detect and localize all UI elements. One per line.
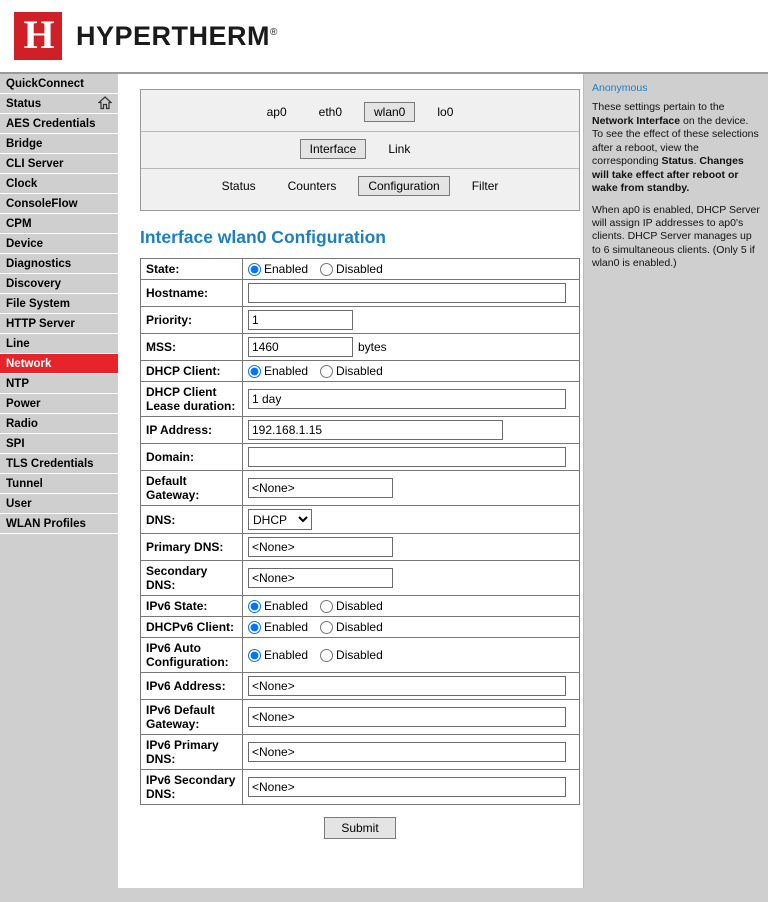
form-row (141, 444, 580, 471)
sidebar-item-label: Network (6, 358, 52, 370)
sidebar-item-label: NTP (6, 378, 29, 390)
form-row (141, 334, 580, 361)
label-ipv6-state: IPv6 State: (141, 596, 243, 617)
form-row (141, 506, 580, 534)
field-dhcp-client (243, 361, 580, 382)
dhcp-client-enabled-label: Enabled (264, 364, 309, 378)
state-disabled-radio[interactable] (320, 263, 333, 276)
sidebar-item-label: Line (6, 338, 30, 350)
help-text-e: . (693, 155, 700, 168)
tab-label: Status (221, 179, 256, 193)
sidebar-item-label: Device (6, 238, 44, 250)
tab-iface-ap0[interactable] (257, 102, 297, 122)
sidebar-item-user[interactable] (0, 494, 118, 514)
label-ipv6-auto-configuration: IPv6 Auto Configuration: (141, 638, 243, 673)
form-row (141, 361, 580, 382)
sidebar-item-label: Discovery (6, 278, 61, 290)
sidebar-item-label: CLI Server (6, 158, 64, 170)
field-ipv6-default-gateway (243, 700, 580, 735)
brand-title (76, 21, 278, 52)
sidebar-item-consoleflow[interactable] (0, 194, 118, 214)
dhcpv6-client-disabled-label: Disabled (336, 620, 383, 634)
field-mss (243, 334, 580, 361)
form-row (141, 307, 580, 334)
form-row (141, 735, 580, 770)
sidebar-item-label: HTTP Server (6, 318, 75, 330)
select-dns[interactable] (248, 509, 312, 530)
sidebar-item-radio[interactable] (0, 414, 118, 434)
radio-group-dhcp-client (248, 364, 574, 378)
ipv6-auto-configuration-enabled[interactable] (248, 648, 308, 662)
tab-section-interface[interactable] (300, 139, 367, 159)
input-secondary-dns[interactable] (248, 568, 393, 588)
interface-tab-row (141, 98, 579, 132)
sidebar-item-ntp[interactable] (0, 374, 118, 394)
sidebar-item-label: Bridge (6, 138, 43, 150)
ipv6-auto-configuration-enabled-radio[interactable] (248, 649, 261, 662)
state-disabled-label: Disabled (336, 262, 383, 276)
label-default-gateway: Default Gateway: (141, 471, 243, 506)
field-ipv6-secondary-dns (243, 770, 580, 805)
form-row (141, 534, 580, 561)
field-ip-address (243, 417, 580, 444)
sidebar-item-device[interactable] (0, 234, 118, 254)
footer-strip (0, 888, 768, 902)
body-wrapper (0, 74, 768, 888)
label-ipv6-secondary-dns: IPv6 Secondary DNS: (141, 770, 243, 805)
tab-label: wlan0 (374, 105, 406, 119)
label-hostname: Hostname: (141, 280, 243, 307)
brand-name: HYPERTHERM (76, 20, 271, 51)
label-ipv6-address: IPv6 Address: (141, 673, 243, 700)
sidebar-item-tunnel[interactable] (0, 474, 118, 494)
sidebar-item-label: Radio (6, 418, 38, 430)
sidebar-item-bridge[interactable] (0, 134, 118, 154)
help-text-network-interface: Network Interface (592, 114, 681, 127)
field-dhcp-client-lease-duration (243, 382, 580, 417)
sidebar-item-label: File System (6, 298, 70, 310)
sidebar-item-quickconnect[interactable] (0, 74, 118, 94)
dhcp-client-disabled[interactable] (320, 364, 383, 378)
input-mss[interactable] (248, 337, 353, 357)
dhcpv6-client-enabled-label: Enabled (264, 620, 309, 634)
sidebar-item-label: CPM (6, 218, 32, 230)
label-dns: DNS: (141, 506, 243, 534)
ipv6-auto-configuration-disabled-radio[interactable] (320, 649, 333, 662)
ipv6-auto-configuration-disabled-label: Disabled (336, 648, 383, 662)
input-default-gateway[interactable] (248, 478, 393, 498)
tab-label: Counters (287, 179, 337, 193)
tab-label: Interface (309, 142, 357, 156)
input-domain[interactable] (248, 447, 566, 467)
label-ip-address: IP Address: (141, 417, 243, 444)
dhcpv6-client-enabled-radio[interactable] (248, 621, 261, 634)
sidebar-item-label: AES Credentials (6, 118, 96, 130)
input-ipv6-default-gateway[interactable] (248, 707, 566, 727)
ipv6-state-disabled-label: Disabled (336, 599, 383, 613)
tab-view-configuration[interactable] (358, 176, 449, 196)
radio-group-dhcpv6-client (248, 620, 574, 634)
field-primary-dns (243, 534, 580, 561)
ipv6-auto-configuration-disabled[interactable] (320, 648, 383, 662)
help-paragraph-1 (592, 101, 760, 195)
form-row (141, 417, 580, 444)
field-hostname (243, 280, 580, 307)
input-hostname[interactable] (248, 283, 566, 303)
view-tab-row (141, 172, 579, 200)
tab-panel (140, 89, 580, 211)
help-text-a: These settings pertain to the (592, 101, 725, 114)
form-row (141, 673, 580, 700)
sidebar-item-label: Power (6, 398, 41, 410)
sidebar-item-power[interactable] (0, 394, 118, 414)
sidebar-item-aes-credentials[interactable] (0, 114, 118, 134)
hypertherm-logo-icon: H (14, 12, 62, 60)
sidebar-item-status[interactable] (0, 94, 118, 114)
field-secondary-dns (243, 561, 580, 596)
sidebar-item-label: User (6, 498, 32, 510)
form-row (141, 638, 580, 673)
sidebar-item-label: Diagnostics (6, 258, 72, 270)
label-ipv6-default-gateway: IPv6 Default Gateway: (141, 700, 243, 735)
label-mss: MSS: (141, 334, 243, 361)
field-domain (243, 444, 580, 471)
help-text-status: Status (661, 155, 694, 168)
tab-iface-wlan0[interactable] (364, 102, 415, 122)
radio-group-ipv6-auto-configuration (248, 648, 574, 662)
form-row (141, 382, 580, 417)
field-priority (243, 307, 580, 334)
ipv6-auto-configuration-enabled-label: Enabled (264, 648, 309, 662)
sidebar-item-diagnostics[interactable] (0, 254, 118, 274)
dhcpv6-client-disabled[interactable] (320, 620, 383, 634)
submit-row (140, 805, 580, 853)
form-row (141, 471, 580, 506)
help-text-c: on the device. To see the effect of these selections after a reboot, view the corresponding (592, 114, 759, 168)
tab-view-status[interactable] (212, 176, 266, 196)
tab-iface-eth0[interactable] (309, 102, 352, 122)
sidebar-item-line[interactable] (0, 334, 118, 354)
label-dhcp-client-lease-duration: DHCP Client Lease duration: (141, 382, 243, 417)
sidebar-item-label: Tunnel (6, 478, 43, 490)
sidebar-item-label: TLS Credentials (6, 458, 94, 470)
dhcp-client-disabled-radio[interactable] (320, 365, 333, 378)
dhcpv6-client-disabled-radio[interactable] (320, 621, 333, 634)
help-panel (583, 74, 768, 888)
input-ip-address[interactable] (248, 420, 503, 440)
help-paragraph-2: When ap0 is enabled, DHCP Server will assign IP addresses to ap0's clients. DHCP Server manages up to 6 simultaneous clients. (Only 5 if wlan0 is enabled.) (592, 203, 760, 270)
registered-mark: ® (270, 26, 278, 38)
label-domain: Domain: (141, 444, 243, 471)
dhcp-client-enabled-radio[interactable] (248, 365, 261, 378)
state-enabled-label: Enabled (264, 262, 309, 276)
label-priority: Priority: (141, 307, 243, 334)
input-primary-dns[interactable] (248, 537, 393, 557)
sidebar-item-label: SPI (6, 438, 25, 450)
label-dhcp-client: DHCP Client: (141, 361, 243, 382)
tab-view-counters[interactable] (278, 176, 347, 196)
sidebar-item-cpm[interactable] (0, 214, 118, 234)
sidebar-item-tls-credentials[interactable] (0, 454, 118, 474)
field-ipv6-auto-configuration (243, 638, 580, 673)
input-ipv6-address[interactable] (248, 676, 566, 696)
home-icon[interactable] (98, 96, 112, 110)
radio-group-state (248, 262, 574, 276)
sidebar-nav (0, 74, 118, 888)
sidebar-item-clock[interactable] (0, 174, 118, 194)
ipv6-state-disabled-radio[interactable] (320, 600, 333, 613)
form-row (141, 280, 580, 307)
form-row (141, 259, 580, 280)
form-row (141, 596, 580, 617)
sidebar-item-label: Status (6, 98, 42, 110)
sidebar-item-label: ConsoleFlow (6, 198, 78, 210)
input-ipv6-primary-dns[interactable] (248, 742, 566, 762)
field-ipv6-primary-dns (243, 735, 580, 770)
sidebar-item-discovery[interactable] (0, 274, 118, 294)
state-disabled[interactable] (320, 262, 383, 276)
dhcpv6-client-enabled[interactable] (248, 620, 308, 634)
state-enabled-radio[interactable] (248, 263, 261, 276)
label-dhcpv6-client: DHCPv6 Client: (141, 617, 243, 638)
ipv6-state-enabled[interactable] (248, 599, 308, 613)
tab-iface-lo0[interactable] (427, 102, 463, 122)
state-enabled[interactable] (248, 262, 308, 276)
field-state (243, 259, 580, 280)
sidebar-item-spi[interactable] (0, 434, 118, 454)
label-primary-dns: Primary DNS: (141, 534, 243, 561)
tab-view-filter[interactable] (462, 176, 509, 196)
page-title: Interface wlan0 Configuration (140, 227, 386, 247)
ipv6-state-enabled-radio[interactable] (248, 600, 261, 613)
unit-mss: bytes (358, 340, 387, 354)
field-ipv6-address (243, 673, 580, 700)
tab-label: Link (388, 142, 411, 156)
tab-label: Configuration (368, 179, 440, 193)
ipv6-state-disabled[interactable] (320, 599, 383, 613)
field-dhcpv6-client (243, 617, 580, 638)
input-dhcp-client-lease-duration[interactable] (248, 389, 566, 409)
sidebar-item-network[interactable] (0, 354, 118, 374)
field-default-gateway (243, 471, 580, 506)
field-dns (243, 506, 580, 534)
tab-section-link[interactable] (378, 139, 420, 159)
logged-in-user: Anonymous (592, 82, 648, 94)
sidebar-item-wlan-profiles[interactable] (0, 514, 118, 534)
sidebar-item-label: WLAN Profiles (6, 518, 86, 530)
interface-config-form (140, 258, 580, 805)
label-state: State: (141, 259, 243, 280)
sidebar-item-http-server[interactable] (0, 314, 118, 334)
main-content (118, 74, 583, 888)
sidebar-item-label: QuickConnect (6, 78, 84, 90)
input-priority[interactable] (248, 310, 353, 330)
page-header (0, 0, 768, 74)
dhcp-client-enabled[interactable] (248, 364, 308, 378)
sidebar-item-file-system[interactable] (0, 294, 118, 314)
field-ipv6-state (243, 596, 580, 617)
form-row (141, 561, 580, 596)
form-row (141, 700, 580, 735)
tab-label: lo0 (437, 105, 454, 119)
sidebar-item-label: Clock (6, 178, 38, 190)
form-row (141, 770, 580, 805)
sidebar-item-cli-server[interactable] (0, 154, 118, 174)
radio-group-ipv6-state (248, 599, 574, 613)
tab-label: Filter (471, 179, 499, 193)
tab-label: ap0 (266, 105, 287, 119)
dhcp-client-disabled-label: Disabled (336, 364, 383, 378)
ipv6-state-enabled-label: Enabled (264, 599, 309, 613)
tab-label: eth0 (318, 105, 342, 119)
submit-button[interactable]: Submit (324, 817, 395, 839)
label-secondary-dns: Secondary DNS: (141, 561, 243, 596)
label-ipv6-primary-dns: IPv6 Primary DNS: (141, 735, 243, 770)
help-text-changes: Changes will take effect after reboot or wake from standby. (592, 155, 744, 195)
section-tab-row (141, 135, 579, 169)
form-row (141, 617, 580, 638)
input-ipv6-secondary-dns[interactable] (248, 777, 566, 797)
